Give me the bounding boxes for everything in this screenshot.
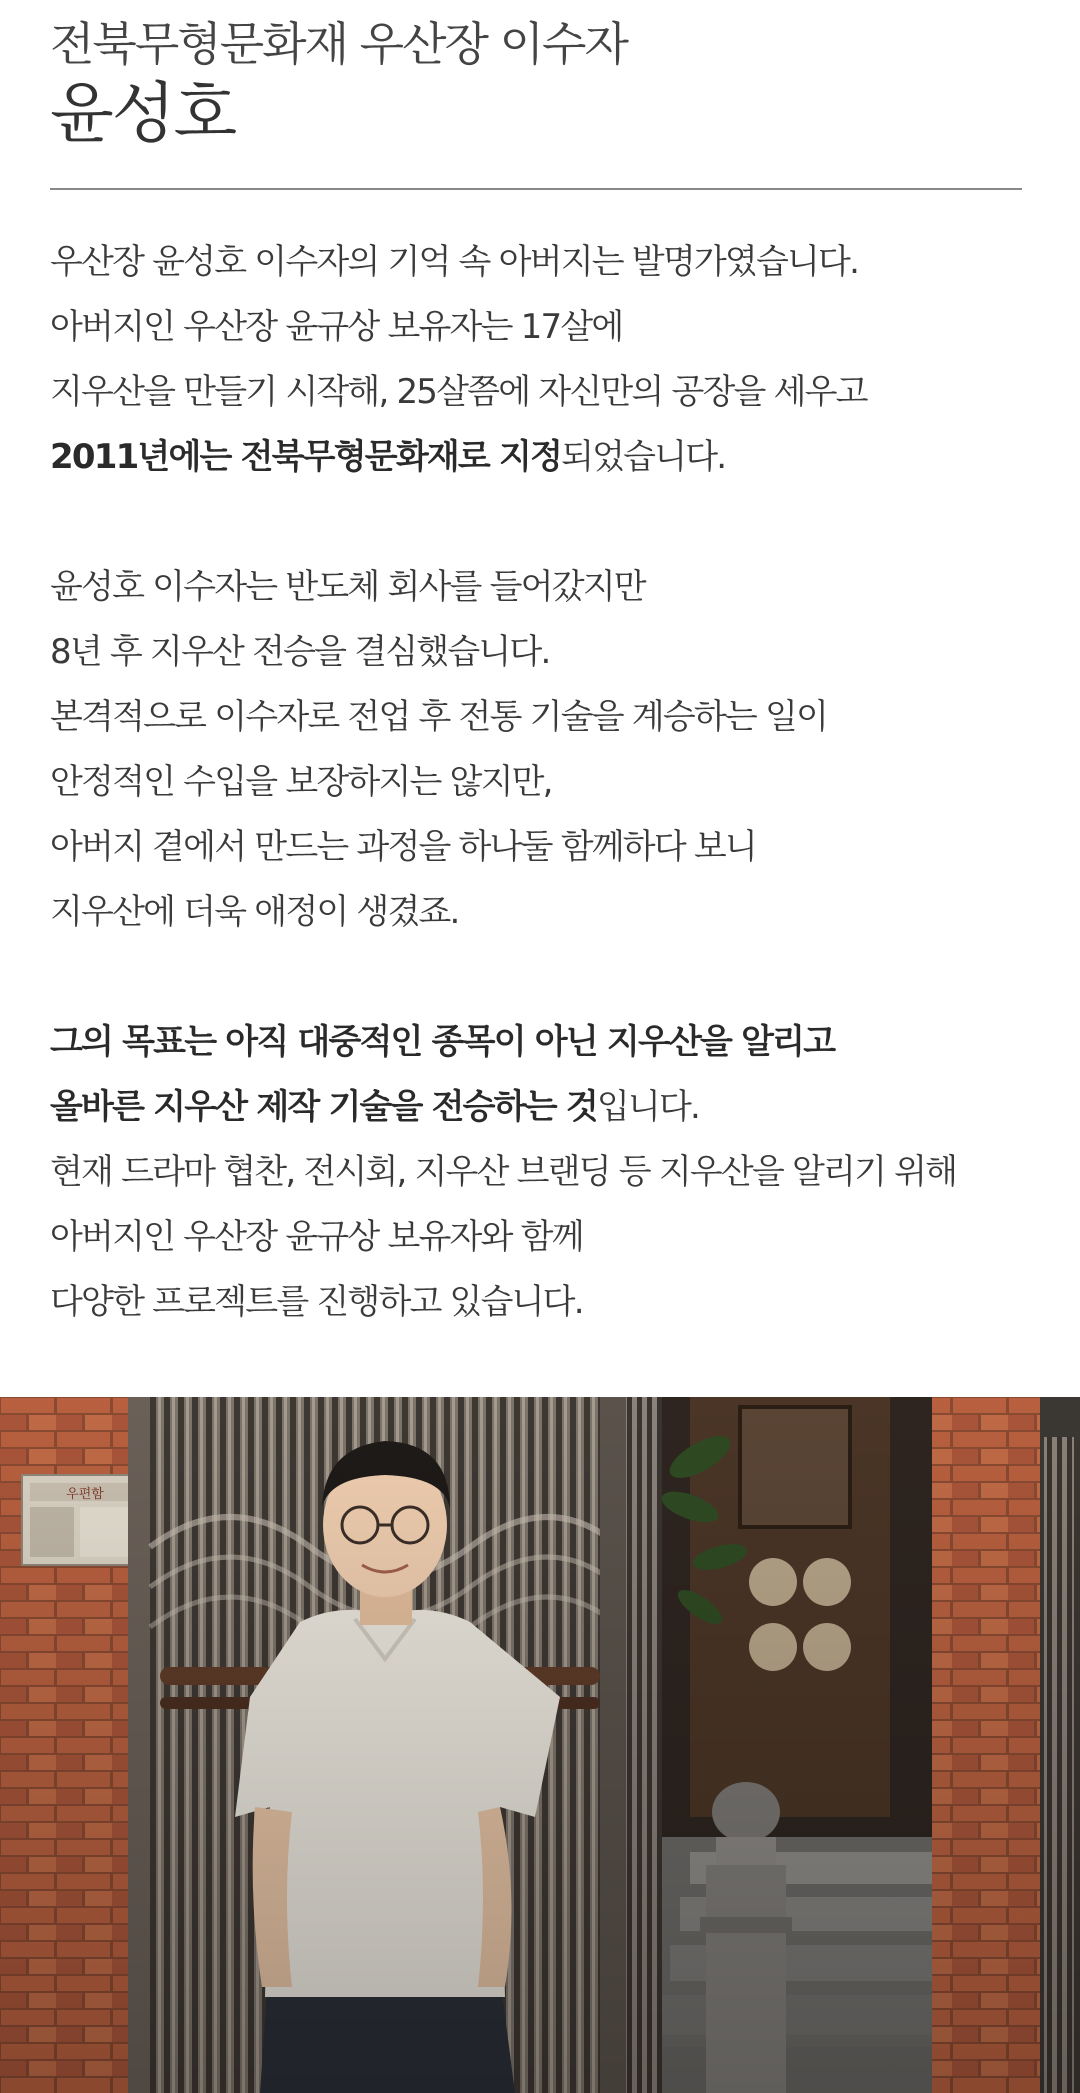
- bold-highlight: 2011년에는 전북무형문화재로 지정: [50, 437, 562, 477]
- text-line: 안정적인 수입을 보장하지는 않지만,: [50, 762, 552, 802]
- text-line: 2011년에는 전북무형문화재로 지정되었습니다.: [50, 437, 726, 477]
- text-line: 현재 드라마 협찬, 전시회, 지우산 브랜딩 등 지우산을 알리기 위해: [50, 1152, 957, 1192]
- text-line: 올바른 지우산 제작 기술을 전승하는 것입니다.: [50, 1087, 700, 1127]
- text-line: 아버지인 우산장 윤규상 보유자는 17살에: [50, 307, 623, 347]
- text-line: 아버지인 우산장 윤규상 보유자와 함께: [50, 1217, 583, 1257]
- bold-highlight: 그의 목표는 아직 대중적인 종목이 아닌 지우산을 알리고: [50, 1022, 835, 1062]
- text-line: 본격적으로 이수자로 전업 후 전통 기술을 계승하는 일이: [50, 697, 828, 737]
- paragraph-3: [50, 1010, 1050, 1335]
- text-line: 우산장 윤성호 이수자의 기억 속 아버지는 발명가였습니다.: [50, 242, 859, 282]
- article-header: [0, 0, 1080, 152]
- article-body: [0, 190, 1080, 1335]
- subtitle: 전북무형문화재 우산장 이수자: [50, 17, 627, 71]
- text-line: 8년 후 지우산 전승을 결심했습니다.: [50, 632, 550, 672]
- text-line: 지우산을 만들기 시작해, 25살쯤에 자신만의 공장을 세우고: [50, 372, 867, 412]
- portrait-photo: [0, 1397, 1080, 2093]
- bold-highlight: 올바른 지우산 제작 기술을 전승하는 것: [50, 1087, 597, 1127]
- text-line: 아버지 곁에서 만드는 과정을 하나둘 함께하다 보니: [50, 827, 756, 867]
- text-line: 다양한 프로젝트를 진행하고 있습니다.: [50, 1282, 583, 1322]
- paragraph-2: [50, 555, 1050, 945]
- text-line: 윤성호 이수자는 반도체 회사를 들어갔지만: [50, 567, 645, 607]
- text-line: 지우산에 더욱 애정이 생겼죠.: [50, 892, 459, 932]
- person-name: 윤성호: [50, 75, 236, 152]
- paragraph-1: [50, 230, 1050, 490]
- text-line: [50, 1010, 1050, 1075]
